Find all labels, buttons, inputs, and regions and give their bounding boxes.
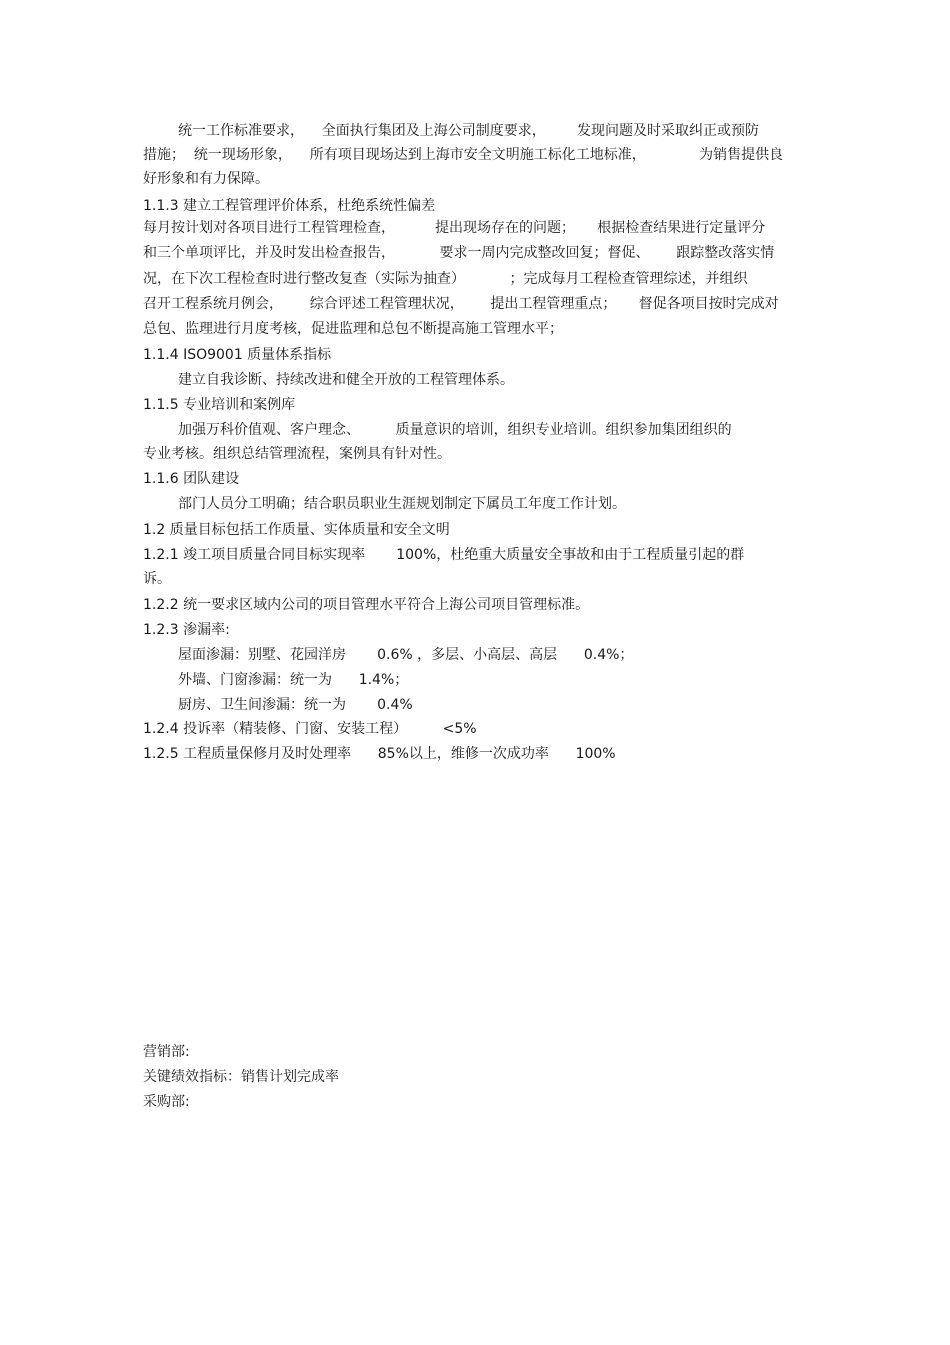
- section-heading: 1.2 质量目标包括工作质量、实体质量和安全文明: [143, 522, 450, 538]
- paragraph-line: 1.2.1 竣工项目质量合同目标实现率 100%，杜绝重大质量安全事故和由于工程质量引起的群: [143, 547, 745, 563]
- section-heading: 1.1.3 建立工程管理评价体系，杜绝系统性偏差: [143, 198, 436, 214]
- paragraph-line: 好形象和有力保障。: [143, 171, 269, 187]
- paragraph-line: 每月按计划对各项目进行工程管理检查， 提出现场存在的问题； 根据检查结果进行定量评分: [143, 220, 766, 236]
- kpi-line: 关键绩效指标：销售计划完成率: [143, 1069, 339, 1085]
- paragraph-line: 加强万科价值观、客户理念、 质量意识的培训，组织专业培训。组织参加集团组织的: [178, 422, 732, 438]
- section-heading: 1.2.3 渗漏率:: [143, 622, 230, 638]
- paragraph-line: 建立自我诊断、持续改进和健全开放的工程管理体系。: [178, 372, 514, 388]
- paragraph-line: 总包、监理进行月度考核，促进监理和总包不断提高施工管理水平；: [143, 321, 563, 337]
- paragraph-line: 外墙、门窗渗漏：统一为 1.4%；: [178, 672, 409, 688]
- paragraph-line: 部门人员分工明确；结合职员职业生涯规划制定下属员工年度工作计划。: [178, 496, 626, 512]
- paragraph-line: 屋面渗漏：别墅、花园洋房 0.6% ，多层、小高层、高层 0.4%；: [178, 647, 634, 663]
- paragraph-line: 和三个单项评比，并及时发出检查报告， 要求一周内完成整改回复；督促、 跟踪整改落实情: [143, 245, 775, 261]
- paragraph-line: 况，在下次工程检查时进行整改复查（实际为抽查） ；完成每月工程检查管理综述，并组织: [143, 271, 748, 287]
- paragraph-line: 专业考核。组织总结管理流程，案例具有针对性。: [143, 446, 451, 462]
- paragraph-line: 诉。: [143, 571, 171, 587]
- paragraph-line: 1.2.4 投诉率（精装修、门窗、安装工程） <5%: [143, 721, 477, 737]
- paragraph-line: 1.2.5 工程质量保修月及时处理率 85%以上，维修一次成功率 100%: [143, 746, 616, 762]
- paragraph-line: 厨房、卫生间渗漏：统一为 0.4%: [178, 697, 413, 713]
- paragraph-line: 召开工程系统月例会， 综合评述工程管理状况， 提出工程管理重点； 督促各项目按时完成对: [143, 296, 779, 312]
- department-label: 营销部:: [143, 1044, 190, 1060]
- paragraph-line: 统一工作标准要求， 全面执行集团及上海公司制度要求， 发现问题及时采取纠正或预防: [178, 123, 759, 139]
- department-label: 采购部:: [143, 1094, 190, 1110]
- section-heading: 1.1.5 专业培训和案例库: [143, 397, 296, 413]
- section-heading: 1.1.6 团队建设: [143, 471, 240, 487]
- paragraph-line: 1.2.2 统一要求区域内公司的项目管理水平符合上海公司项目管理标准。: [143, 597, 590, 613]
- section-heading: 1.1.4 ISO9001 质量体系指标: [143, 347, 332, 363]
- paragraph-line: 措施； 统一现场形象， 所有项目现场达到上海市安全文明施工标化工地标准， 为销售提供良: [143, 147, 784, 163]
